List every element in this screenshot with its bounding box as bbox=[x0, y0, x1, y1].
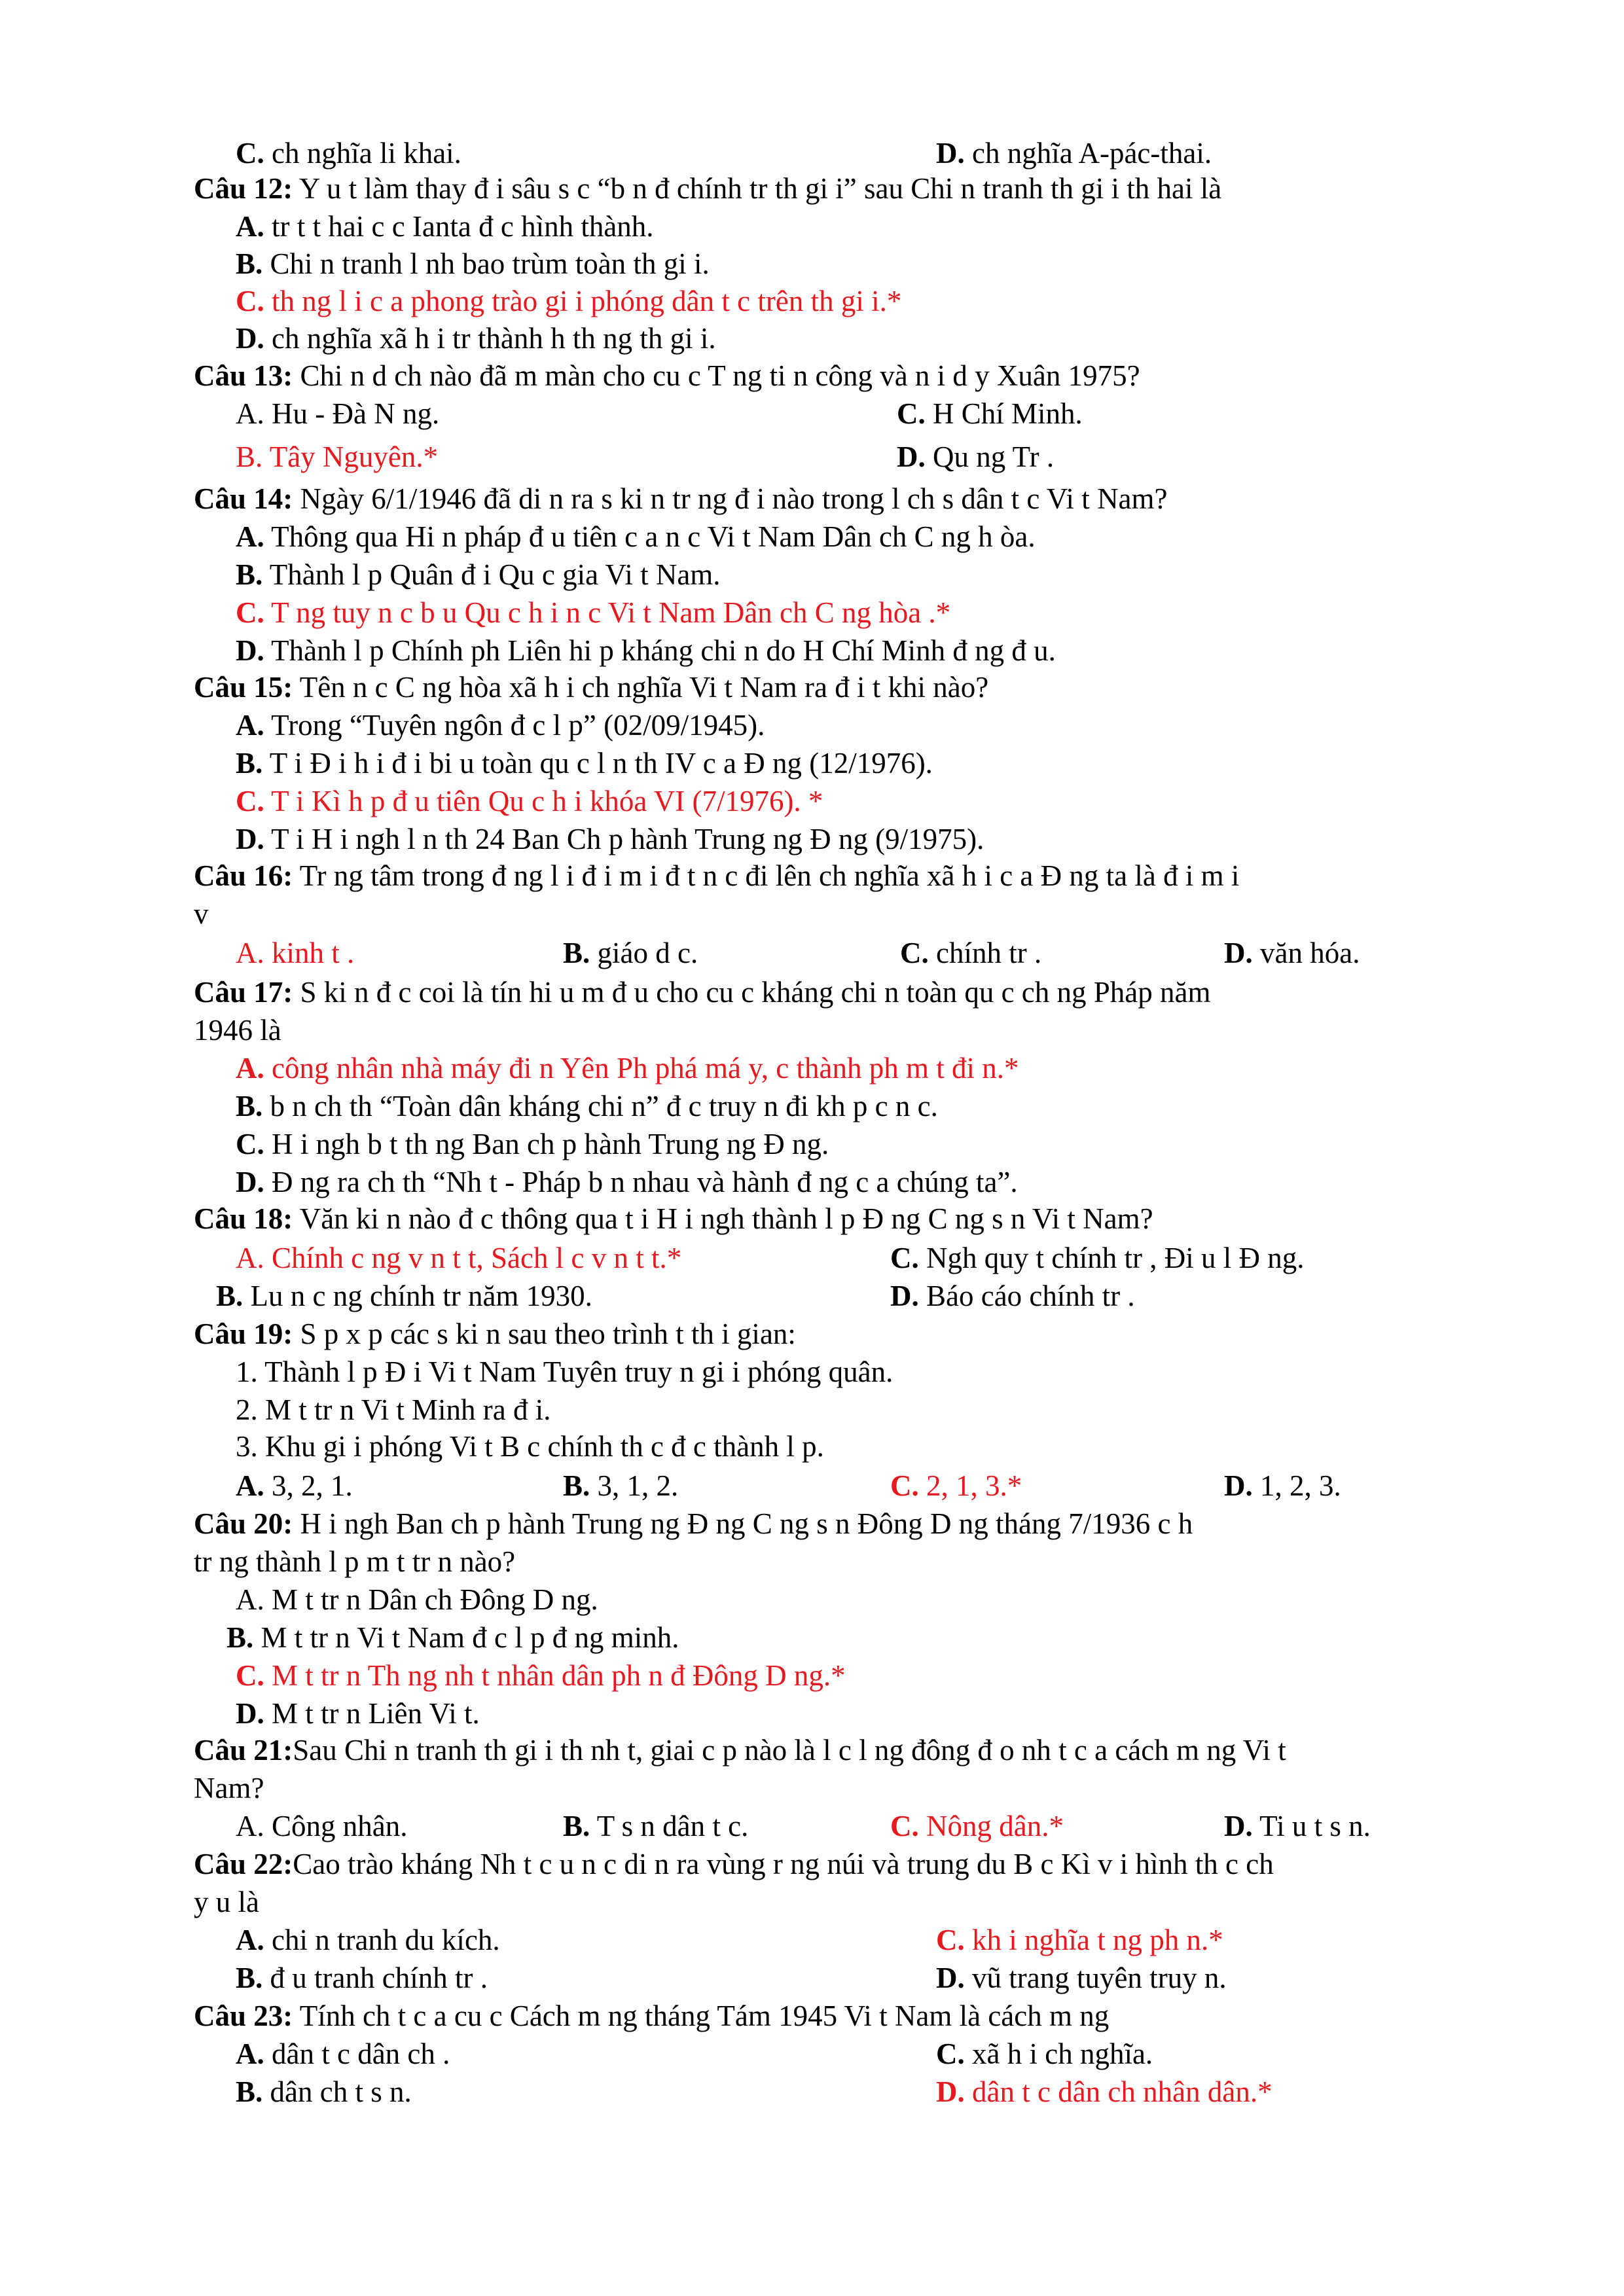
line-text: T ng tuy n c b u Qu c h i n c Vi t Nam Dân ch C ng hòa .* bbox=[264, 596, 951, 629]
option-letter: C. bbox=[236, 137, 264, 170]
option-letter: B. bbox=[236, 2075, 263, 2108]
answer-option bbox=[936, 2075, 1272, 2109]
question-number: Câu 23: bbox=[194, 2000, 293, 2032]
line-text: H i ngh b t th ng Ban ch p hành Trung ng Đ ng. bbox=[264, 1128, 829, 1160]
text-line bbox=[236, 247, 710, 281]
answer-option bbox=[936, 1961, 1227, 1995]
option-letter: B. bbox=[563, 937, 590, 969]
line-text: y u là bbox=[194, 1886, 259, 1918]
text-line bbox=[236, 1051, 1019, 1085]
text-line bbox=[194, 1999, 1109, 2033]
question-number: Câu 15: bbox=[194, 671, 293, 704]
line-text: chính tr . bbox=[928, 937, 1042, 969]
line-text: B. Tây Nguyên.* bbox=[236, 440, 439, 473]
line-text: Đ ng ra ch th “Nh t - Pháp b n nhau và hành đ ng c a chúng ta”. bbox=[264, 1166, 1018, 1198]
answer-option bbox=[563, 1809, 748, 1843]
line-text: văn hóa. bbox=[1252, 937, 1360, 969]
text-line bbox=[236, 634, 1056, 668]
option-letter: B. bbox=[563, 1810, 590, 1842]
text-line bbox=[194, 1847, 1274, 1881]
line-text: T s n dân t c. bbox=[590, 1810, 749, 1842]
line-text: Thành l p Quân đ i Qu c gia Vi t Nam. bbox=[262, 558, 721, 591]
line-text: A. M t tr n Dân ch Đông D ng. bbox=[236, 1583, 598, 1616]
line-text: chi n tranh du kích. bbox=[264, 1924, 500, 1956]
option-letter: D. bbox=[236, 322, 264, 355]
answer-option bbox=[890, 1809, 1064, 1843]
option-letter: A. bbox=[236, 1052, 264, 1085]
line-text: kh i nghĩa t ng ph n.* bbox=[964, 1924, 1223, 1956]
option-letter: C. bbox=[236, 285, 264, 317]
answer-option bbox=[890, 1241, 1304, 1275]
question-number: Câu 13: bbox=[194, 359, 293, 392]
option-letter: C. bbox=[236, 596, 264, 629]
text-line bbox=[236, 1355, 893, 1389]
answer-option bbox=[897, 397, 1083, 431]
option-letter: B. bbox=[563, 1469, 590, 1502]
option-letter: A. bbox=[236, 709, 264, 742]
option-letter: D. bbox=[936, 137, 965, 170]
option-letter: C. bbox=[236, 1659, 264, 1692]
text-line bbox=[194, 1317, 796, 1351]
text-line bbox=[194, 1013, 281, 1047]
text-line bbox=[236, 321, 716, 355]
text-line bbox=[194, 975, 1211, 1009]
line-text: T i Kì h p đ u tiên Qu c h i khóa VI (7/1976). * bbox=[264, 785, 823, 817]
option-letter: A. bbox=[236, 1469, 264, 1502]
text-line bbox=[236, 1127, 829, 1161]
option-letter: D. bbox=[236, 634, 264, 667]
text-line bbox=[226, 1621, 679, 1655]
option-letter: C. bbox=[900, 937, 929, 969]
line-text: 1. Thành l p Đ i Vi t Nam Tuyên truy n gi i phóng quân. bbox=[236, 1355, 893, 1388]
line-text: T i Đ i h i đ i bi u toàn qu c l n th IV c a Đ ng (12/1976). bbox=[262, 747, 933, 780]
line-text: S p x p các s ki n sau theo trình t th i gian: bbox=[293, 1318, 796, 1350]
option-letter: D. bbox=[236, 823, 264, 855]
option-letter: A. bbox=[236, 520, 264, 553]
text-line bbox=[194, 1545, 515, 1579]
text-line bbox=[236, 822, 984, 856]
line-text: 2. M t tr n Vi t Minh ra đ i. bbox=[236, 1393, 551, 1426]
option-letter: B. bbox=[236, 1962, 263, 1994]
question-number: Câu 21: bbox=[194, 1734, 293, 1767]
option-letter: C. bbox=[890, 1242, 919, 1274]
answer-option bbox=[1224, 1469, 1341, 1503]
line-text: ch nghĩa xã h i tr thành h th ng th gi i. bbox=[264, 322, 716, 355]
answer-option bbox=[563, 1469, 678, 1503]
option-letter: D. bbox=[936, 2075, 965, 2108]
text-line bbox=[236, 520, 1036, 554]
text-line bbox=[236, 1165, 1018, 1199]
text-line bbox=[236, 596, 950, 630]
question-number: Câu 22: bbox=[194, 1848, 293, 1880]
line-text: b n ch th “Toàn dân kháng chi n” đ c truy n đi kh p c n c. bbox=[262, 1090, 938, 1122]
line-text: Báo cáo chính tr . bbox=[918, 1280, 1135, 1312]
line-text: Sau Chi n tranh th gi i th nh t, giai c p nào là l c l ng đông đ o nh t c a cách m ng Vi t bbox=[293, 1734, 1286, 1767]
option-letter: C. bbox=[236, 785, 264, 817]
option-letter: D. bbox=[890, 1280, 919, 1312]
line-text: Ngày 6/1/1946 đã di n ra s ki n tr ng đ i nào trong l ch s dân t c Vi t Nam? bbox=[293, 482, 1168, 515]
line-text: 3, 1, 2. bbox=[590, 1469, 679, 1502]
answer-option bbox=[936, 1923, 1223, 1957]
line-text: 1, 2, 3. bbox=[1252, 1469, 1341, 1502]
question-number: Câu 20: bbox=[194, 1507, 293, 1540]
answer-option bbox=[900, 936, 1041, 970]
answer-option bbox=[236, 136, 461, 170]
line-text: S ki n đ c coi là tín hi u m đ u cho cu c kháng chi n toàn qu c ch ng Pháp năm bbox=[293, 976, 1211, 1009]
option-letter: D. bbox=[897, 440, 926, 473]
line-text: 1946 là bbox=[194, 1014, 281, 1047]
text-line bbox=[194, 1507, 1193, 1541]
text-line bbox=[194, 1885, 259, 1919]
text-line bbox=[236, 746, 933, 780]
answer-option bbox=[1224, 1809, 1371, 1843]
answer-option bbox=[236, 1809, 408, 1843]
text-line bbox=[236, 708, 765, 742]
answer-option bbox=[236, 440, 438, 474]
answer-option bbox=[936, 136, 1212, 170]
line-text: dân t c dân ch nhân dân.* bbox=[964, 2075, 1272, 2108]
option-letter: B. bbox=[236, 747, 263, 780]
text-line bbox=[194, 1771, 264, 1805]
line-text: Thành l p Chính ph Liên hi p kháng chi n do H Chí Minh đ ng đ u. bbox=[264, 634, 1056, 667]
answer-option bbox=[236, 1923, 500, 1957]
line-text: Ti u t s n. bbox=[1252, 1810, 1371, 1842]
text-line bbox=[236, 1659, 846, 1693]
question-number: Câu 14: bbox=[194, 482, 293, 515]
line-text: M t tr n Th ng nh t nhân dân ph n đ Đông D ng.* bbox=[264, 1659, 846, 1692]
option-letter: A. bbox=[236, 2037, 264, 2070]
line-text: vũ trang tuyên truy n. bbox=[964, 1962, 1227, 1994]
answer-option bbox=[236, 1241, 681, 1275]
text-line bbox=[236, 1429, 824, 1463]
text-line bbox=[194, 897, 209, 931]
line-text: th ng l i c a phong trào gi i phóng dân t c trên th gi i.* bbox=[264, 285, 902, 317]
option-letter: C. bbox=[890, 1810, 919, 1842]
line-text: Qu ng Tr . bbox=[925, 440, 1055, 473]
answer-option bbox=[890, 1279, 1135, 1313]
option-letter: C. bbox=[890, 1469, 919, 1502]
option-letter: B. bbox=[236, 558, 263, 591]
option-letter: D. bbox=[1224, 1469, 1253, 1502]
line-text: A. kinh t . bbox=[236, 937, 355, 969]
line-text: ch nghĩa li khai. bbox=[264, 137, 461, 170]
option-letter: B. bbox=[236, 1090, 263, 1122]
text-line bbox=[194, 1733, 1286, 1767]
text-line bbox=[194, 1202, 1153, 1236]
answer-option bbox=[236, 397, 439, 431]
option-letter: A. bbox=[236, 210, 264, 243]
line-text: Văn ki n nào đ c thông qua t i H i ngh thành l p Đ ng C ng s n Vi t Nam? bbox=[293, 1202, 1153, 1235]
option-letter: C. bbox=[936, 2037, 965, 2070]
answer-option bbox=[236, 2075, 412, 2109]
answer-option bbox=[897, 440, 1054, 474]
line-text: Tr ng tâm trong đ ng l i đ i m i đ t n c đi lên ch nghĩa xã h i c a Đ ng ta là đ i m i bbox=[293, 859, 1240, 892]
line-text: 2, 1, 3.* bbox=[918, 1469, 1022, 1502]
text-line bbox=[236, 1089, 938, 1123]
answer-option bbox=[936, 2037, 1153, 2071]
line-text: M t tr n Liên Vi t. bbox=[264, 1697, 480, 1730]
question-number: Câu 12: bbox=[194, 172, 293, 205]
line-text: 3. Khu gi i phóng Vi t B c chính th c đ c thành l p. bbox=[236, 1430, 824, 1463]
line-text: Chi n d ch nào đã m màn cho cu c T ng ti n công và n i d y Xuân 1975? bbox=[293, 359, 1140, 392]
line-text: T i H i ngh l n th 24 Ban Ch p hành Trung ng Đ ng (9/1975). bbox=[264, 823, 984, 855]
line-text: A. Chính c ng v n t t, Sách l c v n t t.* bbox=[236, 1242, 682, 1274]
line-text: tr ng thành l p m t tr n nào? bbox=[194, 1545, 516, 1578]
answer-option bbox=[890, 1469, 1022, 1503]
answer-option bbox=[236, 1961, 488, 1995]
option-letter: C. bbox=[897, 397, 926, 430]
line-text: Lu n c ng chính tr năm 1930. bbox=[243, 1280, 592, 1312]
line-text: Thông qua Hi n pháp đ u tiên c a n c Vi t Nam Dân ch C ng h òa. bbox=[264, 520, 1036, 553]
text-line bbox=[236, 558, 721, 592]
text-line bbox=[236, 284, 901, 318]
option-letter: D. bbox=[1224, 937, 1253, 969]
option-letter: D. bbox=[1224, 1810, 1253, 1842]
text-line bbox=[236, 1393, 550, 1427]
line-text: công nhân nhà máy đi n Yên Ph phá má y, c thành ph m t đi n.* bbox=[264, 1052, 1019, 1085]
option-letter: B. bbox=[226, 1621, 254, 1654]
line-text: đ u tranh chính tr . bbox=[262, 1962, 488, 1994]
line-text: H Chí Minh. bbox=[925, 397, 1083, 430]
question-number: Câu 18: bbox=[194, 1202, 293, 1235]
line-text: xã h i ch nghĩa. bbox=[964, 2037, 1153, 2070]
answer-option bbox=[236, 2037, 450, 2071]
answer-option bbox=[216, 1279, 592, 1313]
option-letter: D. bbox=[236, 1697, 264, 1730]
option-letter: B. bbox=[236, 247, 263, 280]
line-text: ch nghĩa A-pác-thai. bbox=[964, 137, 1212, 170]
answer-option bbox=[1224, 936, 1360, 970]
line-text: Nam? bbox=[194, 1772, 264, 1804]
line-text: Ngh quy t chính tr , Đi u l Đ ng. bbox=[918, 1242, 1305, 1274]
text-line bbox=[194, 359, 1140, 393]
question-number: Câu 19: bbox=[194, 1318, 293, 1350]
option-letter: A. bbox=[236, 1924, 264, 1956]
line-text: A. Công nhân. bbox=[236, 1810, 408, 1842]
line-text: A. Hu - Đà N ng. bbox=[236, 397, 440, 430]
option-letter: D. bbox=[236, 1166, 264, 1198]
question-number: Câu 16: bbox=[194, 859, 293, 892]
text-line bbox=[236, 1696, 480, 1731]
answer-option bbox=[563, 936, 698, 970]
text-line bbox=[194, 670, 988, 704]
line-text: Y u t làm thay đ i sâu s c “b n đ chính tr th gi i” sau Chi n tranh th gi i th hai là bbox=[293, 172, 1222, 205]
line-text: tr t t hai c c Ianta đ c hình thành. bbox=[264, 210, 654, 243]
question-number: Câu 17: bbox=[194, 976, 293, 1009]
line-text: Nông dân.* bbox=[918, 1810, 1064, 1842]
line-text: M t tr n Vi t Nam đ c l p đ ng minh. bbox=[253, 1621, 679, 1654]
text-line bbox=[236, 1583, 598, 1617]
option-letter: C. bbox=[236, 1128, 264, 1160]
text-line bbox=[236, 784, 823, 818]
line-text: H i ngh Ban ch p hành Trung ng Đ ng C ng s n Đông D ng tháng 7/1936 c h bbox=[293, 1507, 1193, 1540]
line-text: Cao trào kháng Nh t c u n c di n ra vùng r ng núi và trung du B c Kì v i hình th c ch bbox=[293, 1848, 1274, 1880]
line-text: Tính ch t c a cu c Cách m ng tháng Tám 1945 Vi t Nam là cách m ng bbox=[293, 2000, 1110, 2032]
text-line bbox=[236, 209, 654, 243]
option-letter: C. bbox=[936, 1924, 965, 1956]
line-text: dân ch t s n. bbox=[262, 2075, 412, 2108]
text-line bbox=[194, 482, 1168, 516]
line-text: dân t c dân ch . bbox=[264, 2037, 450, 2070]
line-text: Tên n c C ng hòa xã h i ch nghĩa Vi t Nam ra đ i t khi nào? bbox=[293, 671, 989, 704]
option-letter: B. bbox=[216, 1280, 244, 1312]
line-text: v bbox=[194, 897, 209, 930]
answer-option bbox=[236, 936, 354, 970]
text-line bbox=[194, 171, 1221, 206]
answer-option bbox=[236, 1469, 353, 1503]
line-text: 3, 2, 1. bbox=[264, 1469, 353, 1502]
line-text: Trong “Tuyên ngôn đ c l p” (02/09/1945). bbox=[264, 709, 765, 742]
option-letter: D. bbox=[936, 1962, 965, 1994]
line-text: Chi n tranh l nh bao trùm toàn th gi i. bbox=[262, 247, 710, 280]
line-text: giáo d c. bbox=[590, 937, 698, 969]
text-line bbox=[194, 859, 1239, 893]
